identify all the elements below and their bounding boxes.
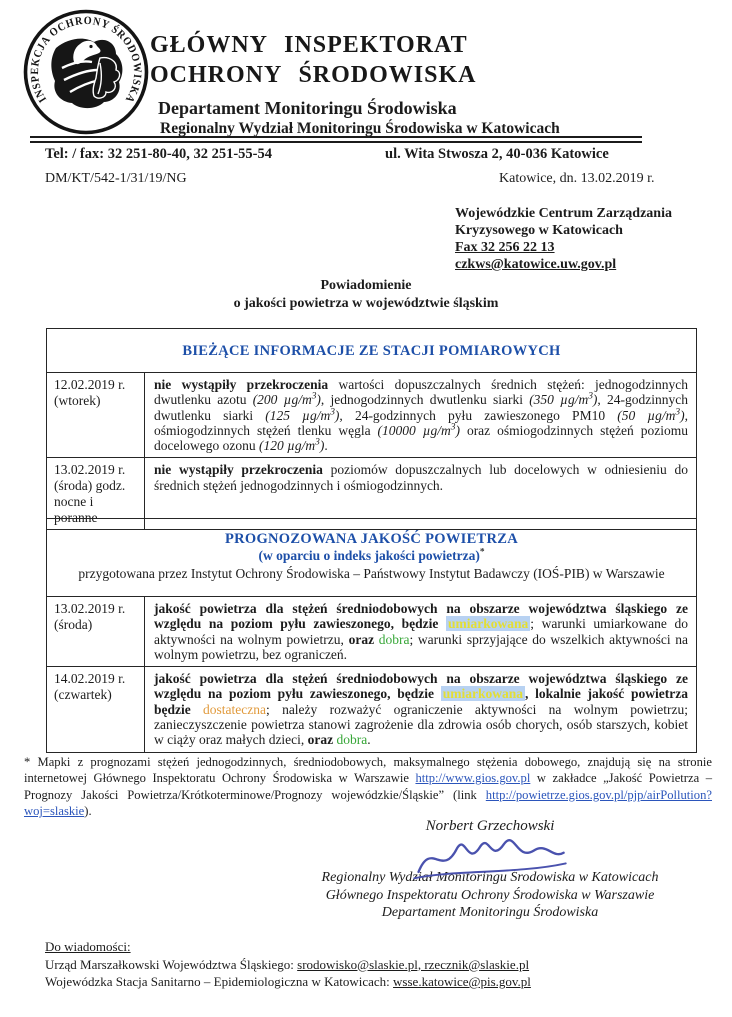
text-segment: ) bbox=[319, 438, 325, 454]
document-title-line1: Powiadomienie bbox=[320, 278, 412, 293]
text-segment: (środa) bbox=[54, 617, 93, 632]
forecast-header-credit: przygotowana przez Instytut Ochrony Środowiska – Państwowy Instytut Badawczy (IOŚ-PIB) w Warszawie bbox=[78, 566, 665, 581]
signer-name: Norbert Grzechowski bbox=[425, 818, 555, 834]
text-segment: ; warunki sprzyjające do wszelkich aktywności na wolnym powietrzu, bez ograniczeń. bbox=[154, 631, 689, 662]
text-segment: 3 bbox=[675, 407, 681, 418]
measurement-summary-cell bbox=[145, 373, 697, 458]
division-name: Regionalny Wydział Monitoringu Środowiska w Katowicach bbox=[160, 120, 560, 137]
text-segment: 12.02.2019 r. bbox=[54, 377, 126, 392]
reference-number: DM/KT/542-1/31/19/NG bbox=[45, 171, 187, 186]
recipient-fax: Fax 32 256 22 13 bbox=[455, 240, 555, 255]
air-quality-index-moderate: umiarkowana bbox=[442, 686, 523, 702]
recipient-name-line2: Kryzysowego w Katowicach bbox=[455, 223, 623, 238]
text-segment: 14.02.2019 r. bbox=[54, 671, 126, 687]
measurements-table-header: BIEŻĄCE INFORMACJE ZE STACJI POMIAROWYCH bbox=[47, 329, 697, 373]
footnote bbox=[24, 754, 712, 820]
air-pollution-forecast-link[interactable]: http://powietrze.gios.gov.pl/pjp/airPollution?woj=slaskie bbox=[24, 787, 712, 819]
text-segment: (środa) godz. bbox=[54, 478, 126, 494]
text-segment: , ośmiogodzinnych stężeń tlenku węgla bbox=[154, 407, 688, 438]
text-segment: (10000 µg/m bbox=[377, 422, 451, 438]
letterhead bbox=[150, 30, 560, 138]
forecast-table-header bbox=[47, 519, 697, 597]
header-divider bbox=[30, 136, 642, 143]
air-quality-index-good: dobra bbox=[378, 631, 410, 647]
text-segment: (wtorek) bbox=[54, 393, 101, 408]
forecast-summary-cell bbox=[145, 667, 697, 752]
air-quality-index-sufficient: dostateczna bbox=[203, 701, 267, 717]
text-segment: , jednogodzinnych dwutlenku siarki bbox=[320, 392, 530, 408]
footnote-asterisk: * bbox=[479, 547, 485, 558]
inspection-seal-logo bbox=[22, 8, 150, 136]
text-segment: ; warunki umiarkowane do aktywności na wolnym powietrzu, bbox=[154, 616, 688, 647]
text-segment: , 24-godzinnych dwutlenku siarki bbox=[154, 392, 689, 423]
text-segment: ) bbox=[592, 392, 598, 408]
eagle-oak-leaf-emblem bbox=[22, 8, 150, 136]
text-segment: (50 µg/m bbox=[617, 407, 676, 423]
place-date: Katowice, dn. 13.02.2019 r. bbox=[499, 171, 655, 186]
text-segment: 3 bbox=[315, 437, 320, 448]
cc-heading: Do wiadomości: bbox=[45, 939, 131, 954]
signer-title-line1: Regionalny Wydział Monitoringu Środowiska w Katowicach bbox=[321, 870, 659, 885]
air-quality-index-moderate: umiarkowana bbox=[447, 616, 529, 632]
text-segment: . bbox=[367, 732, 371, 748]
date-cell bbox=[47, 597, 145, 667]
signer-title-line3: Departament Monitoringu Środowiska bbox=[381, 905, 599, 920]
text-segment: (200 µg/m bbox=[252, 392, 312, 408]
text-segment: Urząd Marszałkowski Województwa Śląskiego: bbox=[45, 956, 298, 972]
street-address: ul. Wita Stwosza 2, 40-036 Katowice bbox=[385, 146, 609, 162]
sanitary-station-email[interactable]: wsse.katowice@pis.gov.pl bbox=[393, 974, 531, 989]
text-segment: 3 bbox=[311, 391, 317, 402]
document-title bbox=[0, 277, 732, 312]
table-row bbox=[47, 667, 697, 752]
text-segment: ) bbox=[316, 392, 321, 408]
text-segment: ; należy rozważyć ograniczenie aktywności na wolnym powietrzu; zanieczyszczenie powietrza stanowi zagrożenie dla zdrowia osób chorych, osób starszych, kobiet w ciąży oraz małych dzieci, bbox=[154, 701, 688, 748]
text-segment: wartości dopuszczalnych średnich stężeń: jednogodzinnych dwutlenku azotu bbox=[154, 377, 689, 408]
signer-title-line2: Głównego Inspektoratu Ochrony Środowiska w Warszawie bbox=[325, 887, 655, 903]
text-segment: nocne i poranne bbox=[54, 494, 98, 526]
text-segment: (125 µg/m bbox=[265, 407, 331, 423]
text-segment: (120 µg/m bbox=[258, 438, 316, 454]
text-segment: nie wystąpiły przekroczenia bbox=[154, 462, 323, 478]
text-segment: * Mapki z prognozami stężeń jednogodzinnych, średniodobowych, maksymalnego stężenia dobowego, znajdują się na stronie internetowej Głównego Inspektoratu Ochrony Środowiska w Warszawie bbox=[24, 755, 712, 786]
date-cell bbox=[47, 667, 145, 752]
text-segment: ) bbox=[680, 407, 685, 423]
gios-website-link[interactable]: http://www.gios.gov.pl bbox=[415, 771, 531, 786]
text-segment: oraz bbox=[348, 631, 379, 647]
date-cell bbox=[47, 373, 145, 458]
table-row bbox=[47, 373, 697, 458]
text-segment: jakość powietrza dla stężeń średniodobowych na obszarze województwa śląskiego ze względu na poziom pyłu zawieszonego, będzie bbox=[154, 601, 688, 632]
text-segment: 3 bbox=[588, 391, 593, 402]
recipient-name-line1: Wojewódzkie Centrum Zarządzania bbox=[455, 206, 672, 221]
measurements-table bbox=[46, 328, 697, 530]
text-segment: oraz ośmiogodzinnych stężeń poziomu docelowego ozonu bbox=[154, 422, 688, 454]
marshal-office-emails[interactable]: srodowisko@slaskie.pl, rzecznik@slaskie.pl bbox=[297, 956, 530, 972]
text-segment: 3 bbox=[450, 422, 456, 433]
text-segment: . bbox=[324, 438, 328, 454]
cc-recipient-line bbox=[45, 956, 531, 974]
text-segment: poziomów dopuszczalnych lub docelowych w odniesieniu do średnich stężeń jednogodzinnych i ośmiogodzinnych. bbox=[154, 462, 688, 493]
signature-block bbox=[250, 817, 730, 922]
forecast-header-subtitle bbox=[57, 548, 686, 564]
handwritten-signature bbox=[410, 831, 570, 883]
org-name-line2: OCHRONY ŚRODOWISKA bbox=[150, 62, 477, 88]
text-segment: ) bbox=[455, 422, 460, 438]
reference-row bbox=[45, 171, 697, 187]
text-segment: 13.02.2019 r. bbox=[54, 462, 126, 478]
text-segment: jakość powietrza dla stężeń średniodobowych na obszarze województwa śląskiego ze względu na poziom pyłu zawieszonego, będzie bbox=[154, 671, 688, 702]
contact-row bbox=[45, 146, 697, 163]
text-segment: (350 µg/m bbox=[529, 392, 589, 408]
forecast-table-header-row bbox=[47, 519, 697, 597]
text-segment: nie wystąpiły przekroczenia bbox=[154, 377, 329, 392]
document-title-line2: o jakości powietrza w województwie śląskim bbox=[233, 295, 499, 311]
cc-block bbox=[45, 938, 531, 991]
text-segment: ). bbox=[84, 804, 92, 819]
forecast-summary-cell bbox=[145, 597, 697, 667]
recipient-block bbox=[455, 205, 672, 273]
text-segment: oraz bbox=[307, 732, 337, 748]
cc-recipient-line bbox=[45, 973, 531, 991]
text-segment: w zakładce „Jakość Powietrza – Prognozy Jakości Powietrza/Krótkoterminowe/Prognozy wojewódzkie/Śląskie” (link bbox=[24, 771, 712, 802]
text-segment: (czwartek) bbox=[54, 687, 112, 703]
forecast-table bbox=[46, 518, 697, 753]
table-row bbox=[47, 597, 697, 667]
forecast-header-title: PROGNOZOWANA JAKOŚĆ POWIETRZA bbox=[224, 531, 519, 547]
air-quality-index-good: dobra bbox=[336, 732, 368, 748]
text-segment: ) bbox=[334, 407, 340, 423]
text-segment: , lokalnie jakość powietrza będzie bbox=[154, 686, 688, 717]
phone-fax: Tel: / fax: 32 251-80-40, 32 251-55-54 bbox=[45, 146, 273, 162]
measurements-table-header-row bbox=[47, 329, 697, 373]
department-name: Departament Monitoringu Środowiska bbox=[158, 98, 457, 118]
text-segment: 13.02.2019 r. bbox=[54, 601, 126, 616]
text-segment: 3 bbox=[330, 407, 335, 418]
text-segment: , 24-godzinnych pyłu zawieszonego PM10 bbox=[339, 407, 618, 423]
seal-ring-text: INSPEKCJA OCHRONY ŚRODOWISKA bbox=[28, 14, 144, 106]
org-name-line1: GŁÓWNY INSPEKTORAT bbox=[150, 32, 468, 58]
forecast-header-subtitle-text: (w oparciu o indeks jakości powietrza) bbox=[258, 548, 480, 563]
text-segment: Wojewódzka Stacja Sanitarno – Epidemiologiczna w Katowicach: bbox=[45, 974, 394, 989]
recipient-email[interactable]: czkws@katowice.uw.gov.pl bbox=[455, 257, 617, 272]
